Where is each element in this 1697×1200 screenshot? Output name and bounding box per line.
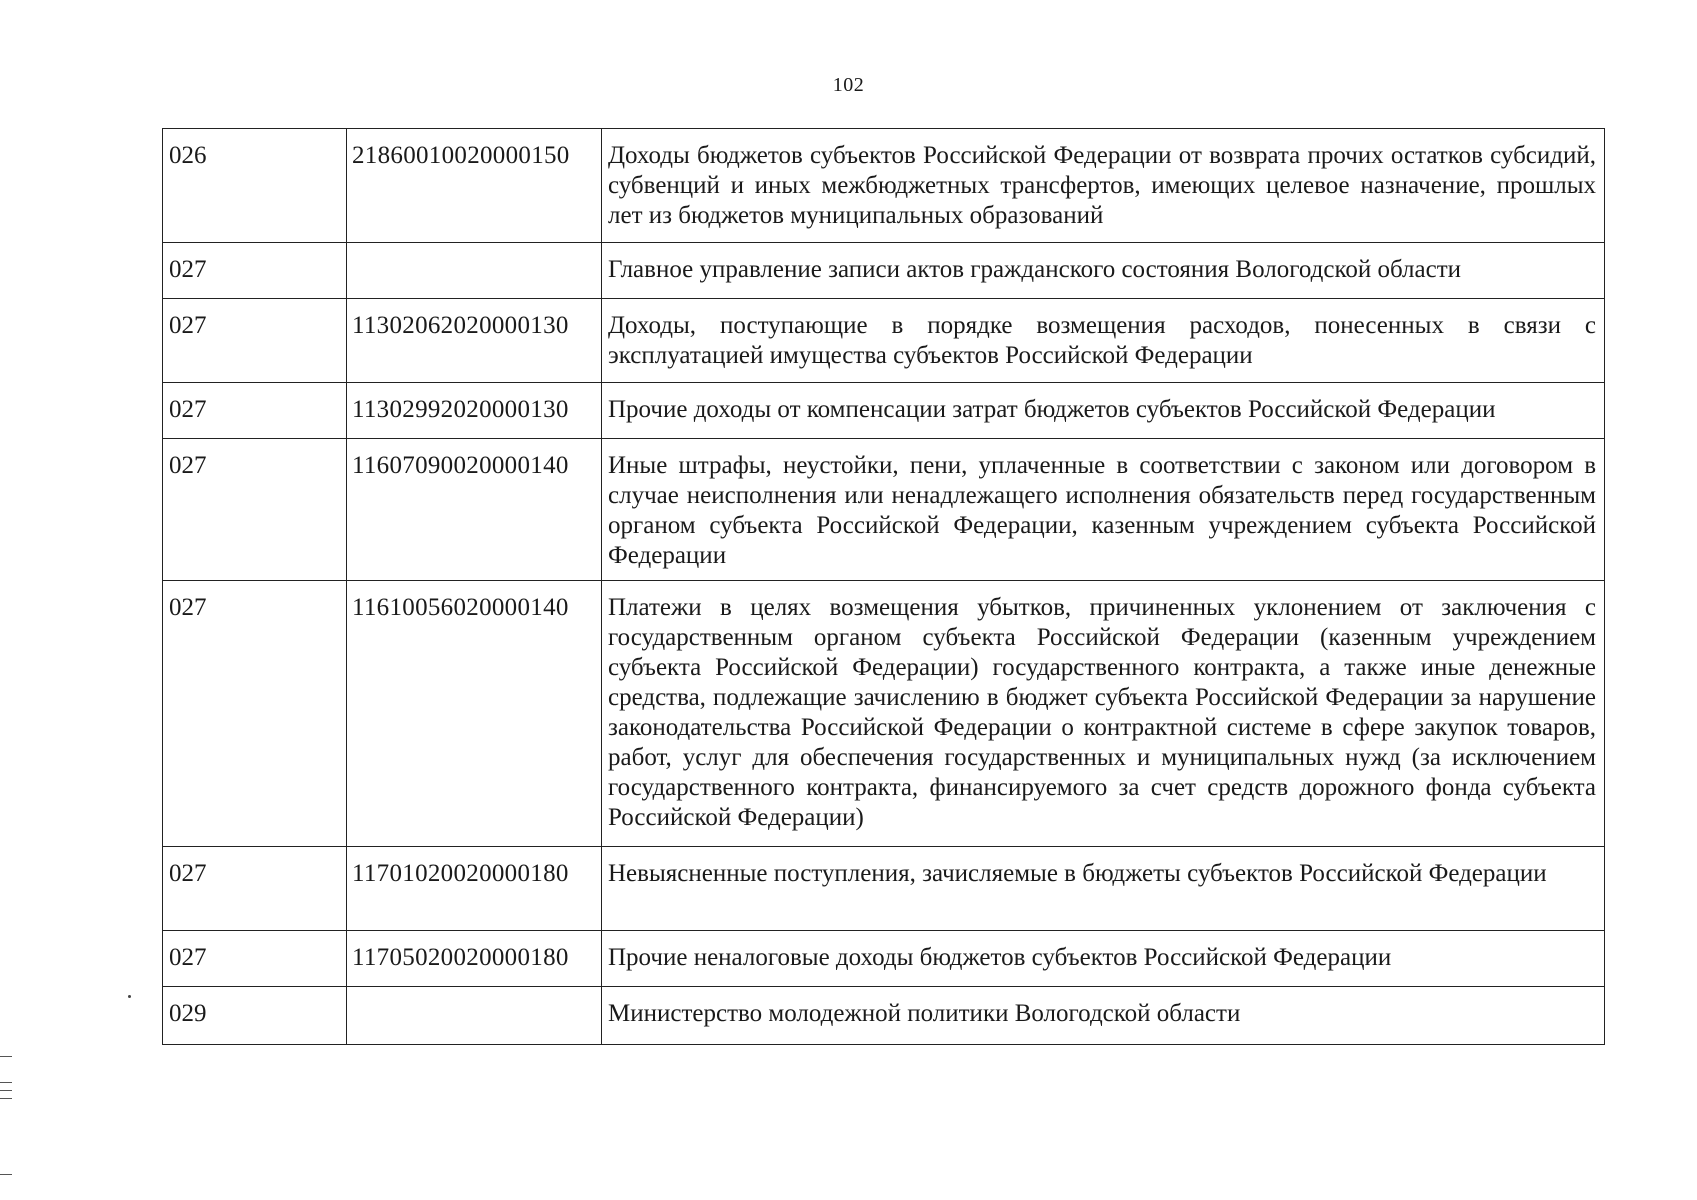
description-cell: Доходы, поступающие в порядке возмещения расходов, понесенных в связи с эксплуатацией имущества субъектов Российской Федерации [602, 299, 1605, 383]
kbk-code-cell [347, 987, 602, 1045]
scan-speck [128, 995, 131, 998]
page-number: 102 [832, 74, 865, 96]
kbk-code-cell [347, 243, 602, 299]
table-row [163, 243, 1605, 299]
table-row [163, 383, 1605, 439]
kbk-code-cell: 21860010020000150 [347, 129, 602, 243]
kbk-code-cell: 11705020020000180 [347, 931, 602, 987]
admin-code-cell: 027 [163, 299, 347, 383]
admin-code-cell: 027 [163, 847, 347, 931]
description-cell: Платежи в целях возмещения убытков, причиненных уклонением от заключения с государственным органом субъекта Российской Федерации (казенным учреждением субъекта Российской Федерации) государственного контракта, а также иные денежные средства, подлежащие зачислению в бюджет субъекта Российской Федерации за нарушение законодательства Российской Федерации о контрактной системе в сфере закупок товаров, работ, услуг для обеспечения государственных и муниципальных нужд (за исключением государственного контракта, финансируемого за счет средств дорожного фонда субъекта Российской Федерации) [602, 581, 1605, 847]
table-row [163, 299, 1605, 383]
admin-code-cell: 027 [163, 439, 347, 581]
description-cell: Министерство молодежной политики Вологодской области [602, 987, 1605, 1045]
admin-code-cell: 027 [163, 581, 347, 847]
description-cell: Невыясненные поступления, зачисляемые в бюджеты субъектов Российской Федерации [602, 847, 1605, 931]
scan-mark [0, 1098, 12, 1099]
kbk-code-cell: 11607090020000140 [347, 439, 602, 581]
revenue-codes-table [162, 128, 1605, 1045]
description-cell: Доходы бюджетов субъектов Российской Федерации от возврата прочих остатков субсидий, субвенций и иных межбюджетных трансфертов, имеющих целевое назначение, прошлых лет из бюджетов муниципальных образований [602, 129, 1605, 243]
admin-code-cell: 027 [163, 931, 347, 987]
description-cell: Иные штрафы, неустойки, пени, уплаченные в соответствии с законом или договором в случае неисполнения или ненадлежащего исполнения обязательств перед государственным органом субъекта Российской Федерации, казенным учреждением субъекта Российской Федерации [602, 439, 1605, 581]
table-row [163, 987, 1605, 1045]
table-row [163, 931, 1605, 987]
kbk-code-cell: 11701020020000180 [347, 847, 602, 931]
scan-mark [0, 1056, 12, 1057]
description-cell: Главное управление записи актов гражданского состояния Вологодской области [602, 243, 1605, 299]
scan-mark [0, 1082, 12, 1083]
kbk-code-cell: 11302992020000130 [347, 383, 602, 439]
description-cell: Прочие неналоговые доходы бюджетов субъектов Российской Федерации [602, 931, 1605, 987]
table-row [163, 581, 1605, 847]
table-row [163, 129, 1605, 243]
admin-code-cell: 027 [163, 383, 347, 439]
kbk-code-cell: 11610056020000140 [347, 581, 602, 847]
scan-mark [0, 1090, 12, 1091]
table-row [163, 439, 1605, 581]
table-row [163, 847, 1605, 931]
admin-code-cell: 026 [163, 129, 347, 243]
admin-code-cell: 027 [163, 243, 347, 299]
description-cell: Прочие доходы от компенсации затрат бюджетов субъектов Российской Федерации [602, 383, 1605, 439]
admin-code-cell: 029 [163, 987, 347, 1045]
scan-mark [0, 1174, 12, 1175]
kbk-code-cell: 11302062020000130 [347, 299, 602, 383]
